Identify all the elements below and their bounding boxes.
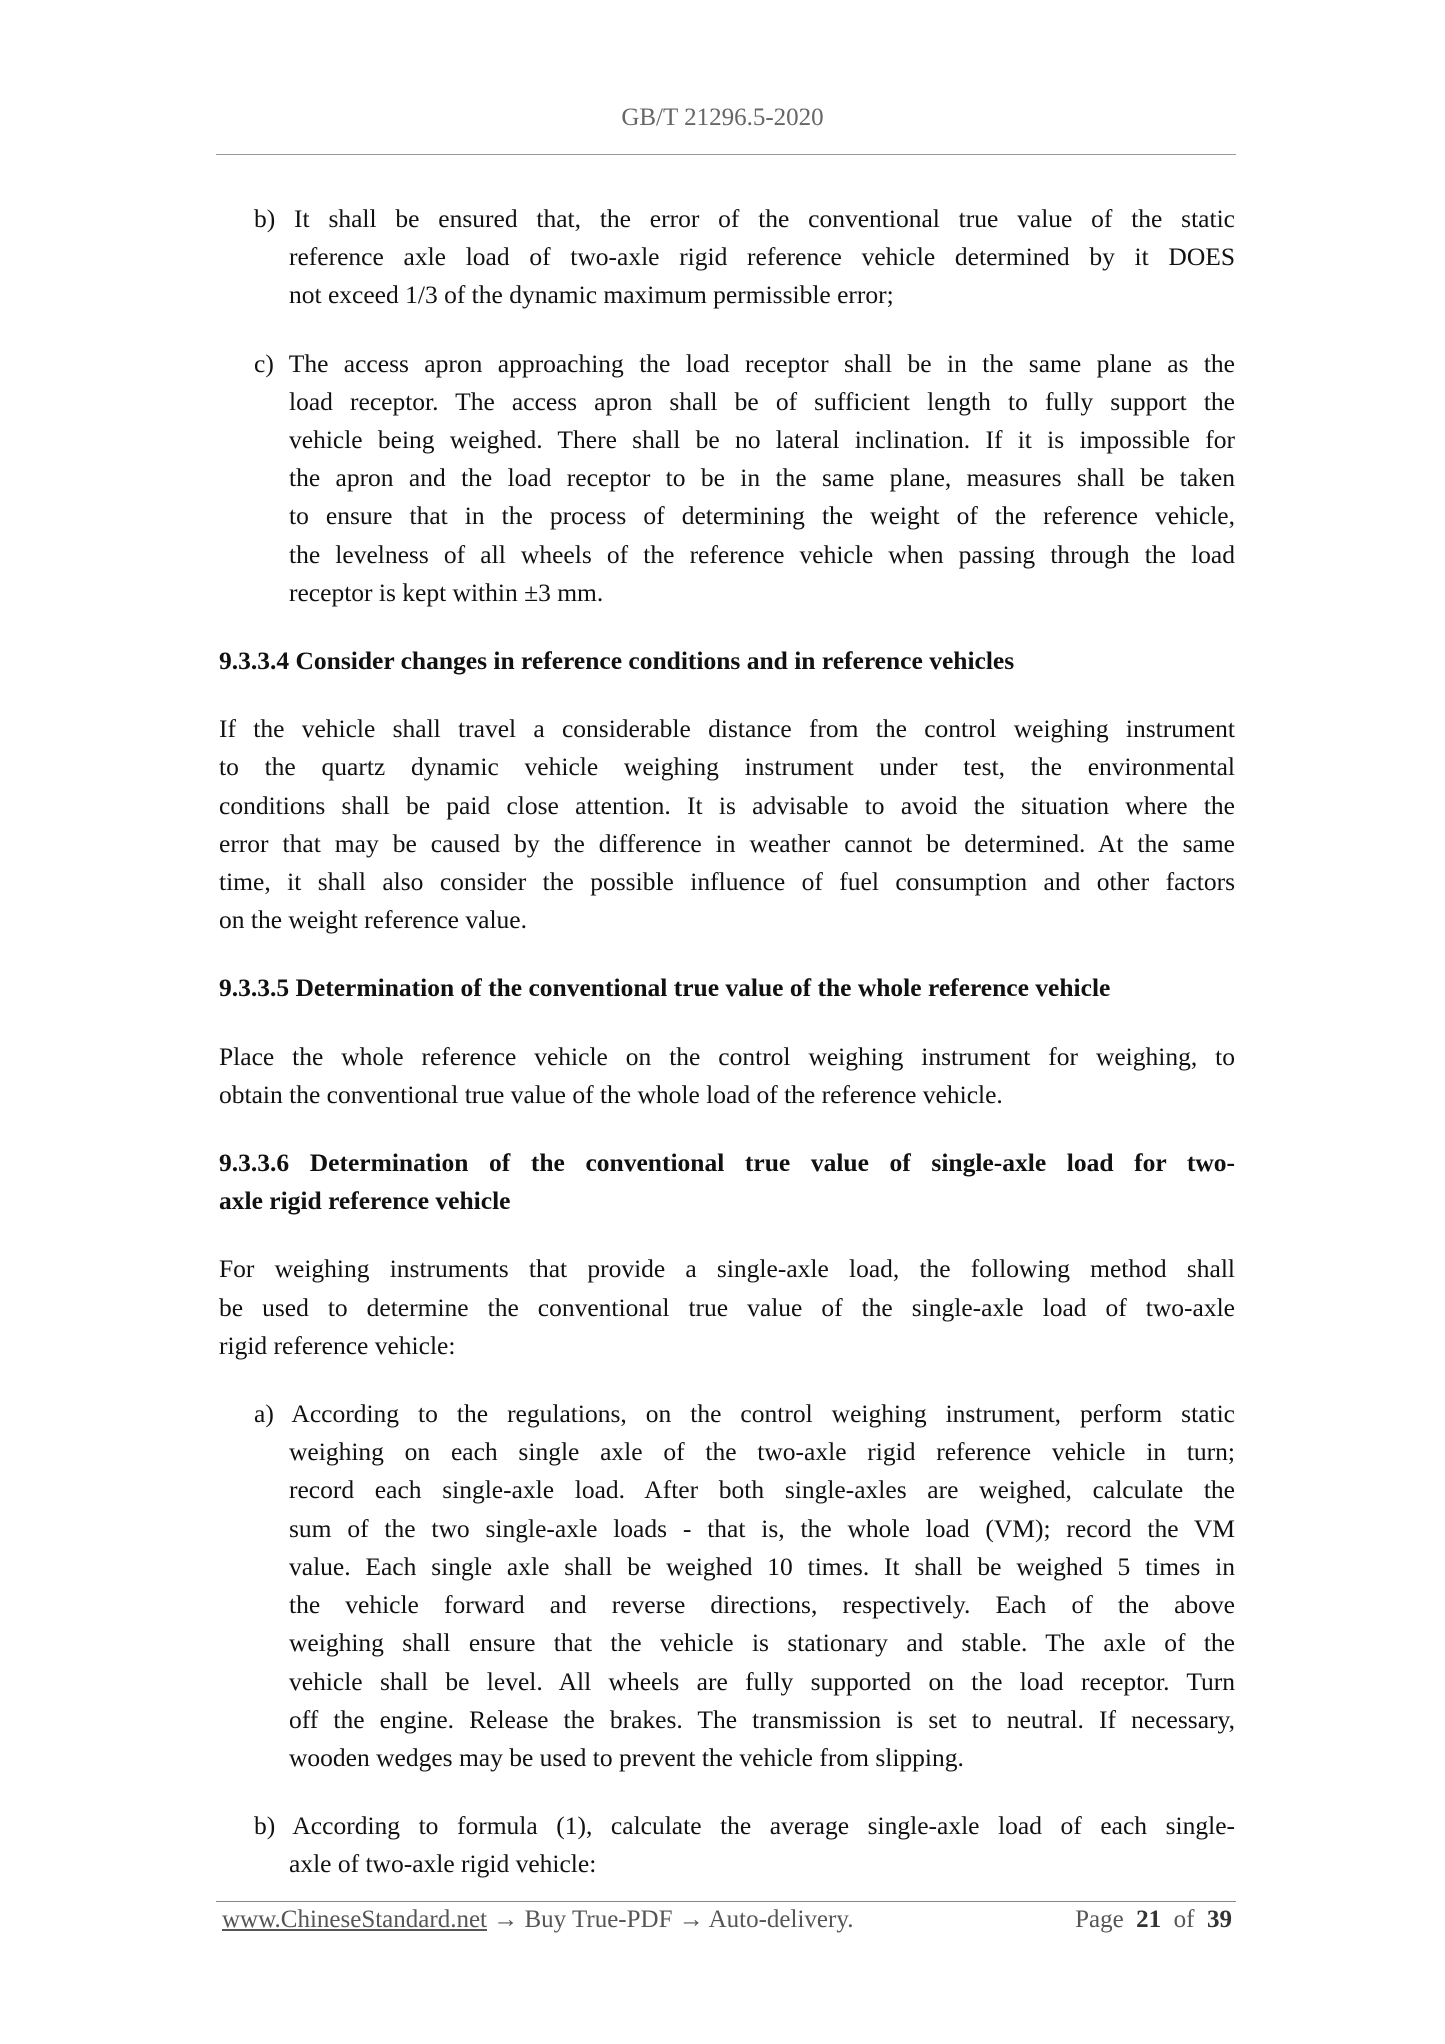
auto-delivery-text: Auto-delivery. — [708, 1906, 854, 1933]
text-line: b) It shall be ensured that, the error of the conventional true value of the static — [254, 204, 1235, 233]
text-line: b) According to formula (1), calculate the average single-axle load of each single- — [254, 1811, 1235, 1841]
text-line: If the vehicle shall travel a considerable distance from the control weighing instrument — [219, 714, 1235, 744]
arrow-icon: → — [678, 1906, 704, 1933]
text-line: time, it shall also consider the possible influence of fuel consumption and other factors — [219, 867, 1235, 897]
text-line: a) According to the regulations, on the control weighing instrument, perform static — [254, 1399, 1235, 1429]
text-line: weighing on each single axle of the two-axle rigid reference vehicle in turn; — [289, 1437, 1235, 1467]
text-line: 9.3.3.6 Determination of the conventional true value of single-axle load for two- — [219, 1148, 1235, 1178]
footer-divider — [216, 1901, 1236, 1902]
page-number — [1075, 1906, 1232, 1934]
text-line: wooden wedges may be used to prevent the vehicle from slipping. — [289, 1742, 964, 1772]
text-line: to the quartz dynamic vehicle weighing instrument under test, the environmental — [219, 752, 1235, 782]
text-line: load receptor. The access apron shall be of sufficient length to fully support the — [289, 386, 1235, 416]
arrow-icon: → — [493, 1906, 519, 1933]
text-line: the apron and the load receptor to be in the same plane, measures shall be taken — [289, 463, 1235, 493]
text-line: 9.3.3.4 Consider changes in reference conditions and in reference vehicles — [219, 646, 1015, 676]
total-pages: 39 — [1207, 1906, 1232, 1933]
text-line: off the engine. Release the brakes. The transmission is set to neutral. If necessary, — [289, 1704, 1235, 1734]
text-line: obtain the conventional true value of the whole load of the reference vehicle. — [219, 1079, 1003, 1109]
text-line: axle rigid reference vehicle — [219, 1186, 511, 1216]
text-line: weighing shall ensure that the vehicle is stationary and stable. The axle of the — [289, 1628, 1235, 1658]
of-label: of — [1173, 1906, 1195, 1933]
header-divider — [216, 154, 1236, 155]
text-line: For weighing instruments that provide a single-axle load, the following method shall — [219, 1254, 1235, 1284]
footer — [222, 1906, 1232, 1934]
current-page: 21 — [1136, 1906, 1162, 1933]
text-line: the vehicle forward and reverse directions, respectively. Each of the above — [289, 1590, 1235, 1620]
text-line: rigid reference vehicle: — [219, 1330, 456, 1360]
document-body — [219, 200, 1235, 1914]
text-line: on the weight reference value. — [219, 905, 527, 935]
text-line: receptor is kept within ±3 mm. — [289, 577, 604, 607]
list-item — [219, 1395, 1235, 1777]
text-line: be used to determine the conventional true value of the single-axle load of two-axle — [219, 1292, 1235, 1322]
section-heading — [219, 969, 1235, 1007]
text-line: vehicle being weighed. There shall be no lateral inclination. If it is impossible for — [289, 425, 1235, 455]
text-line: not exceed 1/3 of the dynamic maximum permissible error; — [289, 280, 894, 310]
text-line: Place the whole reference vehicle on the control weighing instrument for weighing, to — [219, 1041, 1235, 1071]
text-line: the levelness of all wheels of the reference vehicle when passing through the load — [289, 539, 1235, 569]
text-line: reference axle load of two-axle rigid reference vehicle determined by it DOES — [289, 242, 1235, 272]
text-line: sum of the two single-axle loads - that is, the whole load (VM); record the VM — [289, 1513, 1235, 1543]
paragraph — [219, 1250, 1235, 1365]
section-heading — [219, 642, 1235, 680]
text-line: conditions shall be paid close attention. It is advisable to avoid the situation where the — [219, 790, 1235, 820]
paragraph — [219, 1038, 1235, 1114]
website-link[interactable]: www.ChineseStandard.net — [222, 1906, 487, 1933]
text-line: c) The access apron approaching the load receptor shall be in the same plane as the — [254, 348, 1235, 378]
section-heading — [219, 1144, 1235, 1220]
text-line: error that may be caused by the difference in weather cannot be determined. At the same — [219, 828, 1235, 858]
text-line: 9.3.3.5 Determination of the conventional true value of the whole reference vehicle — [219, 973, 1111, 1003]
footer-left — [222, 1906, 853, 1934]
text-line: record each single-axle load. After both single-axles are weighed, calculate the — [289, 1475, 1235, 1505]
text-line: axle of two-axle rigid vehicle: — [289, 1849, 597, 1879]
buy-text: Buy True-PDF — [524, 1906, 673, 1933]
list-item — [219, 345, 1235, 612]
text-line: vehicle shall be level. All wheels are fully supported on the load receptor. Turn — [289, 1666, 1235, 1696]
document-code: GB/T 21296.5-2020 — [621, 104, 824, 131]
paragraph — [219, 710, 1235, 939]
text-line: value. Each single axle shall be weighed 10 times. It shall be weighed 5 times in — [289, 1551, 1235, 1581]
list-item — [219, 1807, 1235, 1883]
text-line: to ensure that in the process of determining the weight of the reference vehicle, — [289, 501, 1235, 531]
page-label: Page — [1075, 1906, 1124, 1933]
list-item — [219, 200, 1235, 315]
